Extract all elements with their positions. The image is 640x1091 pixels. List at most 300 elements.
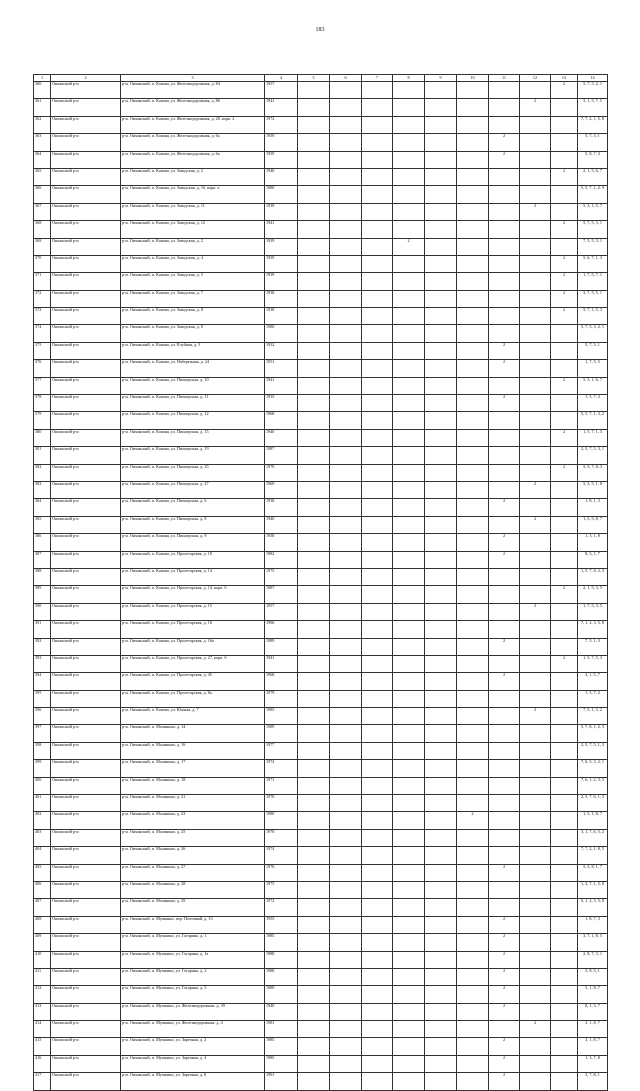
- empty-cell: [298, 968, 330, 985]
- address-cell: р-н. Ончанский, п. Казина, ул. Пионерская, д. 9: [121, 534, 265, 551]
- col-12-cell: [520, 655, 551, 672]
- year-cell: 1974: [265, 847, 298, 864]
- address-cell: р-н. Ончанский, п. Малинино, д. 21: [121, 795, 265, 812]
- table-row: [34, 673, 608, 690]
- row-number-cell: 389: [34, 586, 51, 603]
- empty-cell: [298, 186, 330, 203]
- table-row: [34, 412, 608, 429]
- empty-cell: [425, 342, 457, 359]
- col-14-cell: 2, 1, 5, 6, 7: [578, 168, 608, 185]
- table-row: [34, 116, 608, 133]
- district-cell: Ончанский р-н: [51, 568, 121, 585]
- col-10-cell: [457, 847, 489, 864]
- empty-cell: [425, 638, 457, 655]
- col-13-cell: [551, 395, 578, 412]
- col-8-cell: [393, 742, 425, 759]
- col-12-cell: [520, 621, 551, 638]
- col-14-cell: 5, 7, 5, 3, 2, 1: [578, 325, 608, 342]
- col-8-cell: [393, 342, 425, 359]
- row-number-cell: 411: [34, 968, 51, 985]
- row-number-cell: 413: [34, 1003, 51, 1020]
- district-cell: Ончанский р-н: [51, 447, 121, 464]
- col-11-cell: 2: [489, 1038, 520, 1055]
- col-10-cell: [457, 690, 489, 707]
- year-cell: 1940: [265, 1003, 298, 1020]
- empty-cell: [362, 864, 393, 881]
- empty-cell: [425, 795, 457, 812]
- col-8-cell: [393, 308, 425, 325]
- empty-cell: [362, 795, 393, 812]
- empty-cell: [330, 586, 362, 603]
- year-cell: 1951: [265, 360, 298, 377]
- row-number-cell: 396: [34, 708, 51, 725]
- empty-cell: [362, 777, 393, 794]
- column-number-header-row: [34, 75, 608, 82]
- address-cell: р-н. Ончанский, п. Казина, ул. Железнодорожная, д. 6а: [121, 134, 265, 151]
- empty-cell: [425, 568, 457, 585]
- column-header: 12: [520, 75, 551, 82]
- col-13-cell: [551, 708, 578, 725]
- empty-cell: [425, 99, 457, 116]
- address-cell: р-н. Ончанский, п. Казина, ул. Пролетарская, д. 16: [121, 621, 265, 638]
- table-row: [34, 464, 608, 481]
- col-8-cell: [393, 1055, 425, 1072]
- row-number-cell: 377: [34, 377, 51, 394]
- col-10-cell: [457, 516, 489, 533]
- row-number-cell: 417: [34, 1073, 51, 1090]
- address-cell: р-н. Ончанский, п. Мушкино, пер. Почтовый, д. 13: [121, 916, 265, 933]
- row-number-cell: 365: [34, 168, 51, 185]
- district-cell: Ончанский р-н: [51, 499, 121, 516]
- year-cell: 1985: [265, 1055, 298, 1072]
- row-number-cell: 379: [34, 412, 51, 429]
- district-cell: Ончанский р-н: [51, 308, 121, 325]
- district-cell: Ончанский р-н: [51, 534, 121, 551]
- empty-cell: [362, 325, 393, 342]
- row-number-cell: 376: [34, 360, 51, 377]
- col-11-cell: [489, 708, 520, 725]
- empty-cell: [298, 829, 330, 846]
- table-row: [34, 829, 608, 846]
- empty-cell: [298, 812, 330, 829]
- col-13-cell: [551, 829, 578, 846]
- row-number-cell: 386: [34, 534, 51, 551]
- table-row: [34, 221, 608, 238]
- district-cell: Ончанский р-н: [51, 725, 121, 742]
- address-cell: р-н. Ончанский, п. Казина, ул. Заводская, д. 16, корп. а: [121, 186, 265, 203]
- col-8-cell: [393, 968, 425, 985]
- district-cell: Ончанский р-н: [51, 968, 121, 985]
- col-14-cell: 2, 5, 7, 6, 1, 3: [578, 795, 608, 812]
- col-14-cell: 1, 5, 7, 2: [578, 690, 608, 707]
- district-cell: Ончанский р-н: [51, 412, 121, 429]
- empty-cell: [330, 1038, 362, 1055]
- empty-cell: [425, 742, 457, 759]
- address-cell: р-н. Ончанский, п. Казина, ул. Пионерская, д. 10: [121, 377, 265, 394]
- column-header: 5: [298, 75, 330, 82]
- col-12-cell: [520, 934, 551, 951]
- table-row: [34, 1003, 608, 1020]
- col-14-cell: 5, 7, 5, 2, 1: [578, 82, 608, 99]
- district-cell: Ончанский р-н: [51, 690, 121, 707]
- col-13-cell: 2: [551, 255, 578, 272]
- column-header: 7: [362, 75, 393, 82]
- col-13-cell: [551, 812, 578, 829]
- year-cell: 1941: [265, 655, 298, 672]
- col-13-cell: [551, 951, 578, 968]
- row-number-cell: 404: [34, 847, 51, 864]
- col-8-cell: [393, 534, 425, 551]
- empty-cell: [362, 934, 393, 951]
- col-14-cell: 3, 1, 5, 7: [578, 673, 608, 690]
- col-10-cell: [457, 186, 489, 203]
- table-row: [34, 168, 608, 185]
- empty-cell: [362, 1021, 393, 1038]
- col-11-cell: [489, 447, 520, 464]
- col-8-cell: [393, 464, 425, 481]
- col-11-cell: [489, 186, 520, 203]
- empty-cell: [330, 777, 362, 794]
- col-11-cell: [489, 116, 520, 133]
- col-8-cell: [393, 951, 425, 968]
- column-header: 13: [551, 75, 578, 82]
- col-8-cell: [393, 395, 425, 412]
- col-11-cell: 2: [489, 534, 520, 551]
- year-cell: 1968: [265, 673, 298, 690]
- year-cell: 1974: [265, 760, 298, 777]
- col-14-cell: 5, 7, 5, 3, 1: [578, 221, 608, 238]
- empty-cell: [362, 760, 393, 777]
- row-number-cell: 378: [34, 395, 51, 412]
- col-11-cell: [489, 586, 520, 603]
- empty-cell: [425, 412, 457, 429]
- col-10-cell: [457, 829, 489, 846]
- district-cell: Ончанский р-н: [51, 603, 121, 620]
- col-8-cell: [393, 1021, 425, 1038]
- year-cell: 1939: [265, 273, 298, 290]
- col-10-cell: [457, 82, 489, 99]
- col-10-cell: [457, 255, 489, 272]
- empty-cell: [362, 638, 393, 655]
- district-cell: Ончанский р-н: [51, 168, 121, 185]
- empty-cell: [362, 377, 393, 394]
- col-14-cell: 1, 5, 1, 8, 7: [578, 812, 608, 829]
- district-cell: Ончанский р-н: [51, 116, 121, 133]
- col-11-cell: [489, 221, 520, 238]
- column-header: 6: [330, 75, 362, 82]
- year-cell: 1980: [265, 325, 298, 342]
- col-11-cell: [489, 812, 520, 829]
- empty-cell: [330, 551, 362, 568]
- address-cell: р-н. Ончанский, п. Казина, ул. Железнодорожная, д. 86: [121, 99, 265, 116]
- col-13-cell: [551, 551, 578, 568]
- empty-cell: [362, 290, 393, 307]
- col-13-cell: 2: [551, 82, 578, 99]
- empty-cell: [330, 342, 362, 359]
- col-10-cell: [457, 795, 489, 812]
- empty-cell: [298, 777, 330, 794]
- col-13-cell: 2: [551, 655, 578, 672]
- empty-cell: [298, 847, 330, 864]
- empty-cell: [425, 360, 457, 377]
- col-10-cell: [457, 899, 489, 916]
- table-row: [34, 638, 608, 655]
- table-row: [34, 603, 608, 620]
- empty-cell: [298, 325, 330, 342]
- col-12-cell: [520, 881, 551, 898]
- table-row: [34, 621, 608, 638]
- empty-cell: [425, 777, 457, 794]
- empty-cell: [330, 934, 362, 951]
- col-14-cell: 1, 5, 7, 1, 3: [578, 429, 608, 446]
- col-14-cell: 7, 1, 2, 3, 5, 8: [578, 621, 608, 638]
- col-11-cell: 2: [489, 864, 520, 881]
- row-number-cell: 393: [34, 655, 51, 672]
- year-cell: 1939: [265, 255, 298, 272]
- col-14-cell: 2, 5, 7, 5, 1, 3: [578, 742, 608, 759]
- col-11-cell: 2: [489, 1003, 520, 1020]
- col-10-cell: [457, 708, 489, 725]
- empty-cell: [362, 812, 393, 829]
- empty-cell: [362, 725, 393, 742]
- empty-cell: [362, 568, 393, 585]
- year-cell: 1985: [265, 708, 298, 725]
- empty-cell: [425, 655, 457, 672]
- empty-cell: [330, 481, 362, 498]
- empty-cell: [330, 603, 362, 620]
- empty-cell: [298, 429, 330, 446]
- col-8-cell: [393, 690, 425, 707]
- row-number-cell: 362: [34, 116, 51, 133]
- col-12-cell: [520, 290, 551, 307]
- col-11-cell: [489, 203, 520, 220]
- col-10-cell: [457, 481, 489, 498]
- district-cell: Ончанский р-н: [51, 290, 121, 307]
- empty-cell: [425, 186, 457, 203]
- district-cell: Ончанский р-н: [51, 795, 121, 812]
- address-cell: р-н. Ончанский, п. Казина, ул. Заводская, д. 11: [121, 203, 265, 220]
- col-14-cell: 2, 1, 5, 3, 5: [578, 586, 608, 603]
- col-12-cell: [520, 429, 551, 446]
- district-cell: Ончанский р-н: [51, 899, 121, 916]
- table-row: [34, 308, 608, 325]
- row-number-cell: 392: [34, 638, 51, 655]
- col-10-cell: [457, 725, 489, 742]
- empty-cell: [330, 638, 362, 655]
- empty-cell: [298, 255, 330, 272]
- col-14-cell: 3, 7, 5, 5, 1: [578, 290, 608, 307]
- empty-cell: [362, 1038, 393, 1055]
- row-number-cell: 409: [34, 934, 51, 951]
- empty-cell: [362, 116, 393, 133]
- col-8-cell: [393, 603, 425, 620]
- col-11-cell: [489, 899, 520, 916]
- col-12-cell: [520, 82, 551, 99]
- col-11-cell: [489, 325, 520, 342]
- empty-cell: [362, 968, 393, 985]
- empty-cell: [362, 881, 393, 898]
- col-13-cell: [551, 238, 578, 255]
- table-row: [34, 134, 608, 151]
- empty-cell: [362, 134, 393, 151]
- row-number-cell: 383: [34, 481, 51, 498]
- col-11-cell: 2: [489, 916, 520, 933]
- col-8-cell: [393, 586, 425, 603]
- col-14-cell: 5, 3, 1, 6, 7: [578, 377, 608, 394]
- year-cell: 1935: [265, 395, 298, 412]
- empty-cell: [362, 151, 393, 168]
- row-number-cell: 395: [34, 690, 51, 707]
- col-13-cell: [551, 186, 578, 203]
- year-cell: 1970: [265, 464, 298, 481]
- row-number-cell: 368: [34, 221, 51, 238]
- address-cell: р-н. Ончанский, п. Казина, ул. Пролетарская, д. 14, корп. б: [121, 586, 265, 603]
- address-cell: р-н. Ончанский, п. Малинино, д. 14: [121, 725, 265, 742]
- year-cell: 1968: [265, 412, 298, 429]
- empty-cell: [330, 568, 362, 585]
- empty-cell: [425, 481, 457, 498]
- col-8-cell: [393, 934, 425, 951]
- col-8-cell: [393, 568, 425, 585]
- col-11-cell: [489, 690, 520, 707]
- col-14-cell: 1, 7, 5, 3, 5: [578, 603, 608, 620]
- district-cell: Ончанский р-н: [51, 916, 121, 933]
- col-12-cell: [520, 777, 551, 794]
- address-cell: р-н. Ончанский, п. Казина, ул. Пролетарская, д. 14: [121, 568, 265, 585]
- col-11-cell: 2: [489, 360, 520, 377]
- district-cell: Ончанский р-н: [51, 673, 121, 690]
- empty-cell: [298, 795, 330, 812]
- year-cell: 1939: [265, 151, 298, 168]
- empty-cell: [298, 603, 330, 620]
- row-number-cell: 385: [34, 516, 51, 533]
- col-8-cell: [393, 186, 425, 203]
- col-8-cell: [393, 325, 425, 342]
- col-11-cell: [489, 777, 520, 794]
- col-13-cell: [551, 568, 578, 585]
- year-cell: 1970: [265, 795, 298, 812]
- col-12-cell: [520, 116, 551, 133]
- col-10-cell: [457, 342, 489, 359]
- empty-cell: [362, 673, 393, 690]
- address-cell: р-н. Ончанский, п. Малинино, д. 26: [121, 847, 265, 864]
- empty-cell: [425, 951, 457, 968]
- year-cell: 1987: [265, 586, 298, 603]
- address-cell: р-н. Ончанский, п. Казина, ул. Железнодорожная, д. 84: [121, 82, 265, 99]
- row-number-cell: 364: [34, 151, 51, 168]
- empty-cell: [298, 1038, 330, 1055]
- empty-cell: [425, 447, 457, 464]
- empty-cell: [298, 82, 330, 99]
- row-number-cell: 403: [34, 829, 51, 846]
- empty-cell: [298, 1003, 330, 1020]
- row-number-cell: 388: [34, 568, 51, 585]
- col-12-cell: [520, 638, 551, 655]
- col-12-cell: [520, 534, 551, 551]
- empty-cell: [425, 1073, 457, 1090]
- col-13-cell: [551, 864, 578, 881]
- col-10-cell: [457, 203, 489, 220]
- year-cell: 1971: [265, 777, 298, 794]
- col-8-cell: [393, 673, 425, 690]
- col-10-cell: [457, 395, 489, 412]
- empty-cell: [330, 742, 362, 759]
- empty-cell: [362, 742, 393, 759]
- column-header: 14: [578, 75, 608, 82]
- empty-cell: [298, 342, 330, 359]
- col-8-cell: [393, 847, 425, 864]
- row-number-cell: 361: [34, 99, 51, 116]
- empty-cell: [298, 447, 330, 464]
- row-number-cell: 402: [34, 812, 51, 829]
- col-10-cell: [457, 934, 489, 951]
- col-12-cell: [520, 238, 551, 255]
- table-row: [34, 742, 608, 759]
- col-13-cell: [551, 760, 578, 777]
- year-cell: 1981: [265, 1021, 298, 1038]
- empty-cell: [330, 116, 362, 133]
- empty-cell: [330, 99, 362, 116]
- col-10-cell: [457, 621, 489, 638]
- col-12-cell: [520, 742, 551, 759]
- empty-cell: [330, 273, 362, 290]
- year-cell: 1982: [265, 551, 298, 568]
- district-cell: Ончанский р-н: [51, 238, 121, 255]
- empty-cell: [298, 551, 330, 568]
- empty-cell: [298, 534, 330, 551]
- col-10-cell: [457, 968, 489, 985]
- col-10-cell: 2: [457, 812, 489, 829]
- year-cell: 1939: [265, 238, 298, 255]
- col-12-cell: [520, 690, 551, 707]
- col-12-cell: [520, 829, 551, 846]
- col-12-cell: [520, 412, 551, 429]
- column-header: 9: [425, 75, 457, 82]
- table-row: [34, 325, 608, 342]
- col-13-cell: [551, 621, 578, 638]
- col-8-cell: [393, 360, 425, 377]
- col-12-cell: [520, 134, 551, 151]
- year-cell: 1989: [265, 638, 298, 655]
- col-13-cell: 2: [551, 168, 578, 185]
- empty-cell: [298, 151, 330, 168]
- empty-cell: [330, 238, 362, 255]
- district-cell: Ончанский р-н: [51, 829, 121, 846]
- col-13-cell: [551, 116, 578, 133]
- col-8-cell: [393, 221, 425, 238]
- year-cell: 1969: [265, 481, 298, 498]
- col-11-cell: [489, 255, 520, 272]
- empty-cell: [330, 812, 362, 829]
- col-13-cell: [551, 342, 578, 359]
- col-14-cell: 5, 7, 3, 1: [578, 342, 608, 359]
- col-12-cell: [520, 221, 551, 238]
- col-12-cell: [520, 551, 551, 568]
- col-14-cell: 5, 8, 7, 3: [578, 151, 608, 168]
- empty-cell: [298, 1073, 330, 1090]
- col-12-cell: [520, 1003, 551, 1020]
- empty-cell: [425, 221, 457, 238]
- col-14-cell: 5, 3, 5, 1, 8: [578, 481, 608, 498]
- table-row: [34, 255, 608, 272]
- col-13-cell: [551, 795, 578, 812]
- empty-cell: [298, 568, 330, 585]
- row-number-cell: 407: [34, 899, 51, 916]
- col-12-cell: [520, 916, 551, 933]
- empty-cell: [330, 1073, 362, 1090]
- district-cell: Ончанский р-н: [51, 812, 121, 829]
- table-row: [34, 481, 608, 498]
